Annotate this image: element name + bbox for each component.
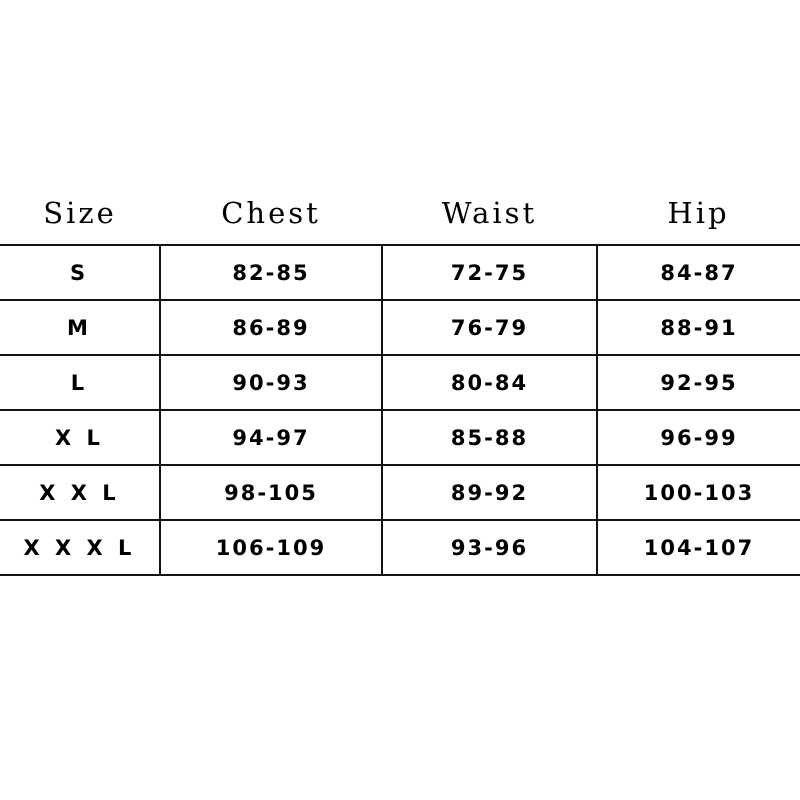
cell-hip: 104-107 (597, 520, 800, 575)
cell-size: M (0, 300, 160, 355)
column-header-hip: Hip (667, 196, 730, 230)
table-row (0, 355, 800, 410)
cell-waist: 89-92 (382, 465, 597, 520)
cell-hip: 84-87 (597, 245, 800, 300)
cell-size: X L (0, 410, 160, 465)
size-chart-table (0, 196, 800, 576)
cell-chest: 86-89 (160, 300, 382, 355)
column-header-chest: Chest (221, 196, 321, 230)
table-row (0, 245, 800, 300)
size-chart-container (0, 196, 800, 576)
table-row (0, 410, 800, 465)
cell-hip: 96-99 (597, 410, 800, 465)
cell-hip: 100-103 (597, 465, 800, 520)
cell-chest: 94-97 (160, 410, 382, 465)
table-header (0, 196, 800, 245)
cell-chest: 98-105 (160, 465, 382, 520)
table-row (0, 300, 800, 355)
cell-chest: 90-93 (160, 355, 382, 410)
cell-size: S (0, 245, 160, 300)
cell-chest: 82-85 (160, 245, 382, 300)
cell-waist: 80-84 (382, 355, 597, 410)
cell-chest: 106-109 (160, 520, 382, 575)
cell-size: X X L (0, 465, 160, 520)
table-row (0, 465, 800, 520)
column-header-size: Size (43, 196, 117, 230)
cell-hip: 92-95 (597, 355, 800, 410)
column-header-waist: Waist (441, 196, 538, 230)
table-header-row (0, 196, 800, 245)
cell-size: X X X L (0, 520, 160, 575)
cell-hip: 88-91 (597, 300, 800, 355)
cell-size: L (0, 355, 160, 410)
cell-waist: 76-79 (382, 300, 597, 355)
cell-waist: 72-75 (382, 245, 597, 300)
cell-waist: 93-96 (382, 520, 597, 575)
table-row (0, 520, 800, 575)
cell-waist: 85-88 (382, 410, 597, 465)
table-body (0, 245, 800, 575)
